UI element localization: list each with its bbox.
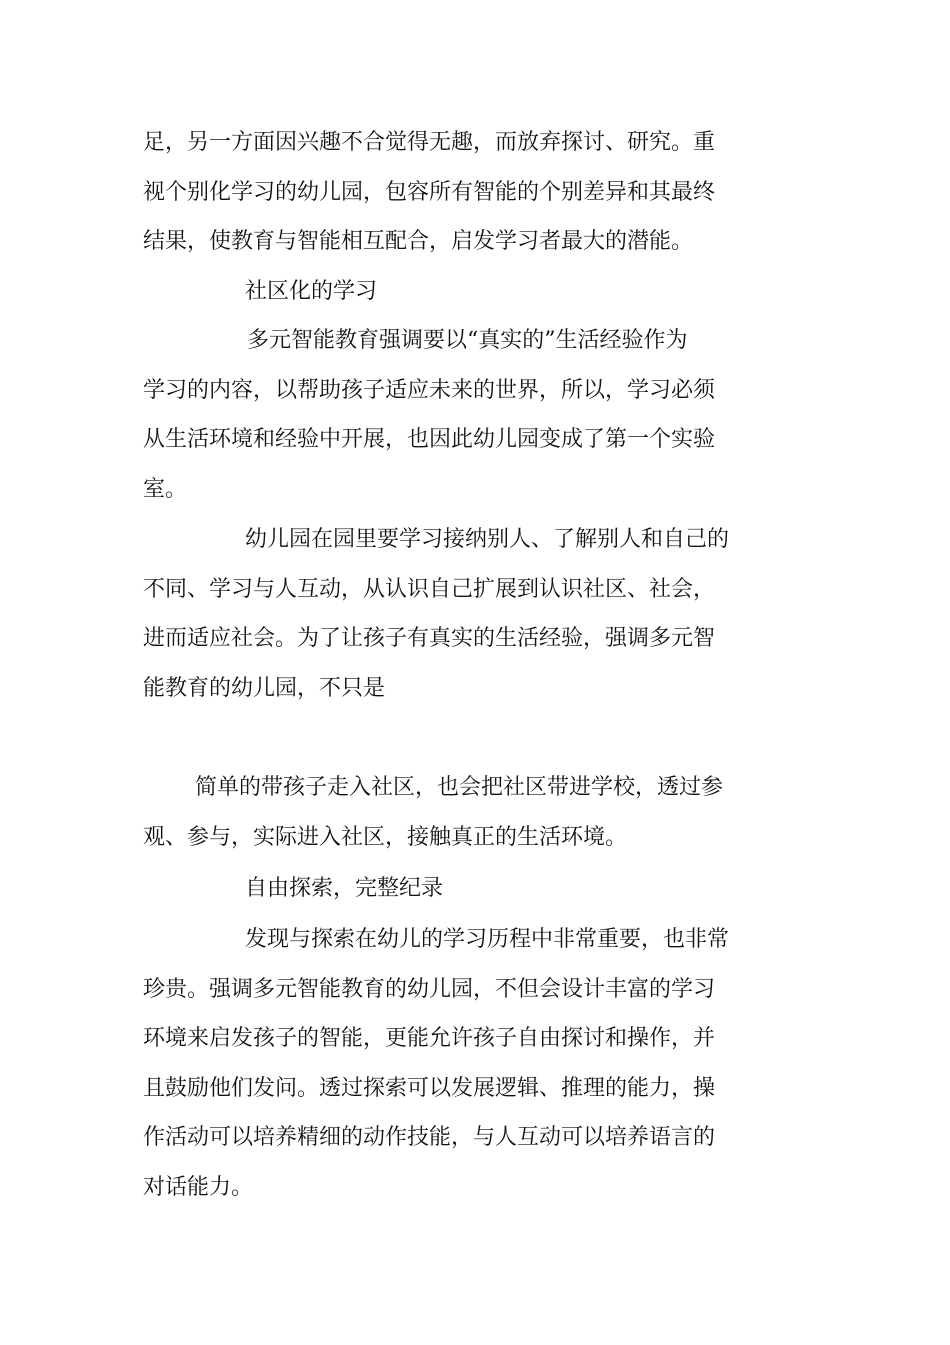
text-line: 从生活环境和经验中开展，也因此幼儿园变成了第一个实验 <box>143 427 716 452</box>
text-line: 室。 <box>143 476 188 502</box>
text-line: 珍贵。强调多元智能教育的幼儿园，不但会设计丰富的学习 <box>143 976 716 1002</box>
paragraph-discovery-exploration <box>143 915 753 1212</box>
section-heading-free-exploration: 自由探索，完整纪录 <box>245 876 444 901</box>
text-line: 环境来启发孩子的智能，更能允许孩子自由探讨和操作，并 <box>143 1026 716 1051</box>
text-line: 幼儿园在园里要学习接纳别人、了解别人和自己的 <box>245 527 730 552</box>
text-line: 简单的带孩子走入社区，也会把社区带进学校，透过参 <box>195 775 724 800</box>
text-line: 对话能力。 <box>143 1174 254 1200</box>
text-line: 不同、学习与人互动，从认识自己扩展到认识社区、社会， <box>143 576 716 602</box>
text-line: 足，另一方面因兴趣不合觉得无趣，而放弃探讨、研究。重 <box>143 130 716 155</box>
section-heading-community-learning: 社区化的学习 <box>245 279 378 304</box>
text-line: 且鼓励他们发问。透过探索可以发展逻辑、推理的能力，操 <box>143 1075 716 1101</box>
text-line: 发现与探索在幼儿的学习历程中非常重要，也非常 <box>245 927 730 952</box>
paragraph-intro-continuation <box>143 118 753 267</box>
text-line: 进而适应社会。为了让孩子有真实的生活经验，强调多元智 <box>143 626 716 651</box>
paragraph-real-life-experience <box>143 316 753 514</box>
text-line: 多元智能教育强调要以“真实的”生活经验作为 <box>247 328 688 353</box>
text-line: 学习的内容，以帮助孩子适应未来的世界，所以，学习必须 <box>143 377 716 403</box>
text-line: 视个别化学习的幼儿园，包容所有智能的个别差异和其最终 <box>143 179 716 205</box>
text-line: 作活动可以培养精细的动作技能，与人互动可以培养语言的 <box>143 1125 716 1150</box>
text-line: 结果，使教育与智能相互配合，启发学习者最大的潜能。 <box>143 229 694 254</box>
paragraph-kindergarten-social <box>143 515 753 713</box>
paragraph-community-visits <box>143 763 753 862</box>
text-line: 观、参与，实际进入社区，接触真正的生活环境。 <box>143 824 628 850</box>
text-line: 能教育的幼儿园，不只是 <box>143 675 386 701</box>
